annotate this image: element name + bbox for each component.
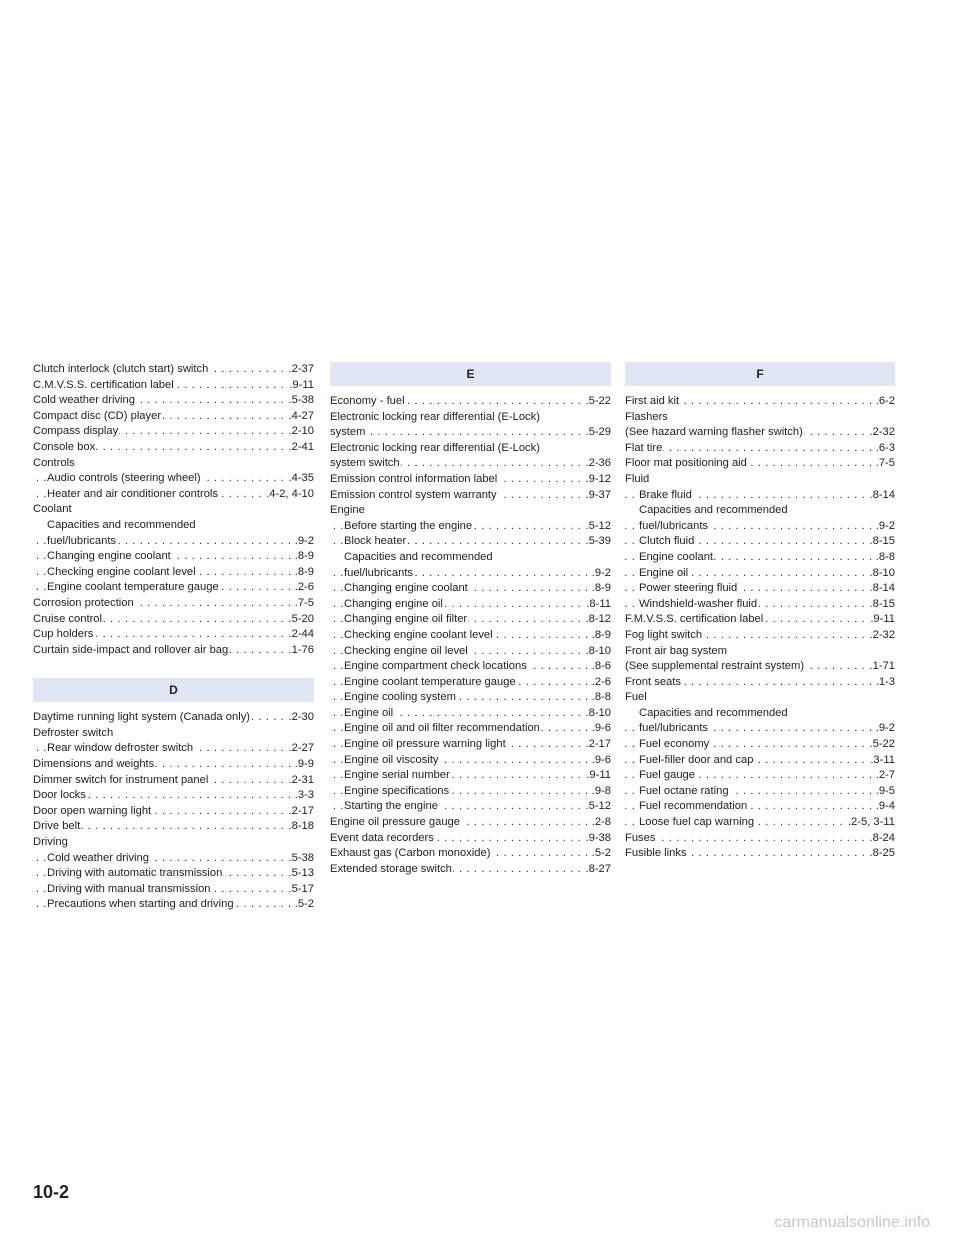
index-entry <box>330 706 611 722</box>
entry-page-ref: .8-10 <box>585 706 612 722</box>
index-entry <box>330 534 611 550</box>
entry-text: Compact disc (CD) player <box>33 409 162 422</box>
entry-text: Block heater <box>344 535 407 548</box>
entry-text: Compass display <box>33 425 119 438</box>
entry-text: Fuel octane rating <box>639 784 729 797</box>
index-entry <box>330 690 611 706</box>
index-entry <box>625 597 895 613</box>
section-header-e: E <box>330 362 611 386</box>
index-entry <box>33 882 314 898</box>
entry-text: Door locks <box>33 789 86 802</box>
entry-text: Fuses <box>625 831 656 844</box>
index-entry <box>330 519 611 535</box>
entry-text: fuel/lubricants <box>639 519 709 532</box>
index-entry <box>33 741 314 757</box>
entry-text: Exhaust gas (Carbon monoxide) <box>330 847 491 860</box>
entry-text: Driving with manual transmission <box>47 882 211 895</box>
entry-text: Curtain side-impact and rollover air bag <box>33 643 229 656</box>
entry-text: Engine oil <box>344 706 394 719</box>
entry-page-ref: .2-44 <box>288 627 315 643</box>
index-entry <box>33 773 314 789</box>
entry-page-ref: .8-24 <box>869 831 896 847</box>
entry-text: Defroster switch <box>33 726 114 739</box>
index-entry <box>33 518 314 534</box>
index-entry <box>625 612 895 628</box>
entry-text: Emission control information label <box>330 472 498 485</box>
index-entry <box>33 710 314 726</box>
entry-text: Checking engine oil level <box>344 644 468 657</box>
index-column-1 <box>33 362 314 913</box>
entry-page-ref: .3-11 <box>869 753 895 769</box>
entry-text: fuel/lubricants <box>639 722 709 735</box>
index-entry <box>33 580 314 596</box>
entry-text: Engine cooling system <box>344 691 456 704</box>
entry-text: Audio controls (steering wheel) <box>47 472 201 485</box>
entry-text: Capacities and recommended <box>639 504 788 517</box>
index-entry <box>330 644 611 660</box>
entry-page-ref: .9-11 <box>869 612 895 628</box>
entry-page-ref: .2-10 <box>288 424 315 440</box>
index-entry <box>625 846 895 862</box>
entry-text: Capacities and recommended <box>47 518 196 531</box>
section-header-d: D <box>33 678 314 702</box>
entry-text: Dimmer switch for instrument panel <box>33 773 209 786</box>
entry-page-ref: .9-2 <box>875 519 895 535</box>
entry-text: system switch <box>330 457 400 470</box>
entry-page-ref: .4-35 <box>288 471 315 487</box>
entry-text: Engine coolant temperature gauge <box>344 675 516 688</box>
entry-text: Engine coolant <box>639 550 714 563</box>
entry-page-ref: .2-17 <box>288 804 315 820</box>
entry-page-ref: .5-39 <box>585 534 612 550</box>
index-entry <box>33 612 314 628</box>
entry-page-ref: .2-8 <box>591 815 611 831</box>
entry-page-ref: .5-2 <box>294 897 314 913</box>
entry-text: Precautions when starting and driving <box>47 898 234 911</box>
index-entry <box>330 721 611 737</box>
entry-text: Cold weather driving <box>47 851 149 864</box>
entry-page-ref: .4-27 <box>288 409 315 425</box>
entry-page-ref: .9-38 <box>585 831 612 847</box>
c-continued-entries <box>33 362 314 658</box>
index-entry <box>625 456 895 472</box>
entry-text: Fusible links <box>625 847 687 860</box>
index-entry <box>330 503 611 519</box>
index-entry <box>330 394 611 410</box>
entry-text: Capacities and recommended <box>639 706 788 719</box>
index-entry <box>330 488 611 504</box>
entry-text: Flashers <box>625 410 668 423</box>
index-entry <box>330 675 611 691</box>
entry-text: Door open warning light <box>33 804 152 817</box>
entry-text: Cold weather driving <box>33 394 135 407</box>
index-entry <box>330 628 611 644</box>
entry-page-ref: .5-12 <box>585 519 612 535</box>
entry-page-ref: .2-6 <box>591 675 611 691</box>
entry-text: Floor mat positioning aid <box>625 457 747 470</box>
entry-text: Emission control system warranty <box>330 488 497 501</box>
index-entry <box>330 799 611 815</box>
entry-text: Front air bag system <box>625 644 727 657</box>
index-entry <box>33 835 314 851</box>
index-entry <box>330 441 611 457</box>
index-entry <box>330 831 611 847</box>
entry-text: Heater and air conditioner controls <box>47 487 219 500</box>
entry-text: Controls <box>33 456 75 469</box>
entry-page-ref: .2-32 <box>869 628 896 644</box>
entry-text: Drive belt <box>33 820 81 833</box>
entry-text: Engine specifications <box>344 784 450 797</box>
entry-page-ref: .9-2 <box>875 721 895 737</box>
entry-text: Engine oil and oil filter recommendation <box>344 722 540 735</box>
index-entry <box>330 550 611 566</box>
entry-page-ref: .5-2 <box>591 846 611 862</box>
index-entry <box>625 644 895 660</box>
entry-text: Fuel recommendation <box>639 800 748 813</box>
index-entry <box>625 566 895 582</box>
index-entry <box>330 581 611 597</box>
index-entry <box>330 410 611 426</box>
index-entry <box>625 394 895 410</box>
entry-text: Loose fuel cap warning <box>639 816 755 829</box>
index-entry <box>625 784 895 800</box>
entry-page-ref: .6-3 <box>875 441 895 457</box>
index-entry <box>330 612 611 628</box>
entry-text: Capacities and recommended <box>344 550 493 563</box>
index-entry <box>330 597 611 613</box>
entry-page-ref: .8-8 <box>591 690 611 706</box>
entry-page-ref: .5-38 <box>288 851 315 867</box>
entry-page-ref: .9-12 <box>585 472 612 488</box>
entry-text: Coolant <box>33 503 72 516</box>
entry-page-ref: .5-20 <box>288 612 315 628</box>
entry-page-ref: .7-5 <box>294 596 314 612</box>
entry-page-ref: .8-9 <box>294 549 314 565</box>
entry-page-ref: .9-6 <box>591 753 611 769</box>
entry-text: Fog light switch <box>625 628 703 641</box>
index-entry <box>625 721 895 737</box>
entry-page-ref: .2-31 <box>288 773 315 789</box>
entry-text: Before starting the engine <box>344 519 473 532</box>
entry-text: Fuel economy <box>639 738 710 751</box>
index-entry <box>625 831 895 847</box>
index-entry <box>625 815 895 831</box>
entry-text: (See hazard warning flasher switch) <box>625 426 803 439</box>
index-entry <box>625 690 895 706</box>
entry-text: Extended storage switch <box>330 862 452 875</box>
entry-text: Flat tire <box>625 441 663 454</box>
index-entry <box>33 897 314 913</box>
entry-page-ref: .8-10 <box>585 644 612 660</box>
entry-text: Checking engine coolant level <box>344 628 493 641</box>
entry-text: fuel/lubricants <box>47 534 117 547</box>
entry-page-ref: .9-4 <box>875 799 895 815</box>
index-entry <box>330 566 611 582</box>
entry-page-ref: .9-9 <box>294 757 314 773</box>
index-entry <box>33 534 314 550</box>
entry-page-ref: .2-5, 3-11 <box>847 815 895 831</box>
index-entry <box>625 628 895 644</box>
index-entry <box>33 643 314 659</box>
e-entries <box>330 394 611 877</box>
entry-text: system <box>330 426 366 439</box>
entry-page-ref: .8-27 <box>585 862 612 878</box>
index-entry <box>33 393 314 409</box>
index-entry <box>625 472 895 488</box>
entry-page-ref: .2-7 <box>875 768 895 784</box>
index-entry <box>330 659 611 675</box>
index-entry <box>33 851 314 867</box>
entry-text: Brake fluid <box>639 488 692 501</box>
index-entry <box>330 737 611 753</box>
entry-text: F.M.V.S.S. certification label <box>625 613 764 626</box>
entry-text: Engine serial number <box>344 769 450 782</box>
entry-page-ref: .5-22 <box>585 394 612 410</box>
entry-page-ref: .8-11 <box>585 597 611 613</box>
index-entry <box>625 519 895 535</box>
index-entry <box>625 753 895 769</box>
entry-text: Checking engine coolant level <box>47 565 196 578</box>
entry-text: Changing engine coolant <box>344 582 468 595</box>
index-entry <box>33 487 314 503</box>
index-entry <box>625 503 895 519</box>
index-entry <box>330 425 611 441</box>
index-entry <box>33 409 314 425</box>
index-entry <box>625 534 895 550</box>
f-entries <box>625 394 895 862</box>
index-entry <box>33 378 314 394</box>
index-entry <box>33 866 314 882</box>
index-entry <box>625 410 895 426</box>
index-entry <box>625 737 895 753</box>
entry-text: Power steering fluid <box>639 582 738 595</box>
entry-text: Engine oil viscosity <box>344 753 439 766</box>
entry-text: Engine <box>330 504 365 517</box>
index-entry <box>33 804 314 820</box>
entry-text: Engine oil pressure gauge <box>330 816 460 829</box>
entry-page-ref: .5-17 <box>288 882 315 898</box>
index-entry <box>33 362 314 378</box>
entry-page-ref: .9-11 <box>585 768 611 784</box>
entry-text: Fuel gauge <box>639 769 695 782</box>
entry-page-ref: .9-5 <box>875 784 895 800</box>
index-entry <box>330 456 611 472</box>
entry-text: Cup holders <box>33 628 94 641</box>
entry-text: C.M.V.S.S. certification label <box>33 378 174 391</box>
entry-page-ref: .3-3 <box>294 788 314 804</box>
entry-text: Cruise control <box>33 612 103 625</box>
entry-page-ref: .8-9 <box>591 628 611 644</box>
entry-text: Windshield-washer fluid <box>639 597 758 610</box>
entry-text: Changing engine oil filter <box>344 613 468 626</box>
index-entry <box>330 784 611 800</box>
index-entry <box>330 472 611 488</box>
watermark: carmanualsonline.info <box>774 1214 930 1231</box>
entry-text: Electronic locking rear differential (E-Lock) <box>330 441 540 454</box>
index-entry <box>33 502 314 518</box>
index-entry <box>330 768 611 784</box>
index-entry <box>33 726 314 742</box>
index-entry <box>33 757 314 773</box>
entry-page-ref: .2-17 <box>585 737 612 753</box>
index-entry <box>625 706 895 722</box>
entry-text: fuel/lubricants <box>344 566 414 579</box>
entry-page-ref: .1-3 <box>875 675 895 691</box>
entry-page-ref: .8-8 <box>875 550 895 566</box>
index-entry <box>625 550 895 566</box>
entry-page-ref: .5-13 <box>288 866 315 882</box>
index-entry <box>625 581 895 597</box>
index-column-2 <box>330 362 611 877</box>
index-entry <box>33 440 314 456</box>
index-entry <box>625 675 895 691</box>
index-entry <box>625 488 895 504</box>
entry-text: Starting the engine <box>344 800 438 813</box>
entry-text: Clutch interlock (clutch start) switch <box>33 363 209 375</box>
entry-text: Engine oil <box>639 566 689 579</box>
section-header-f: F <box>625 362 895 386</box>
entry-page-ref: .2-37 <box>288 362 315 378</box>
entry-text: (See supplemental restraint system) <box>625 660 805 673</box>
entry-page-ref: .8-18 <box>288 819 315 835</box>
index-entry <box>330 862 611 878</box>
index-entry <box>33 471 314 487</box>
entry-page-ref: .8-12 <box>585 612 612 628</box>
entry-text: Electronic locking rear differential (E-Lock) <box>330 410 540 423</box>
entry-text: Corrosion protection <box>33 596 134 609</box>
entry-text: Dimensions and weights <box>33 758 155 771</box>
entry-page-ref: .2-32 <box>869 425 896 441</box>
entry-page-ref: .8-25 <box>869 846 896 862</box>
index-entry <box>33 596 314 612</box>
page-number: 10-2 <box>33 1182 70 1202</box>
entry-page-ref: .6-2 <box>875 394 895 410</box>
index-entry <box>330 815 611 831</box>
index-entry <box>33 456 314 472</box>
entry-text: Changing engine coolant <box>47 550 171 563</box>
index-entry <box>625 768 895 784</box>
entry-text: Rear window defroster switch <box>47 742 194 755</box>
entry-page-ref: .8-14 <box>869 488 896 504</box>
index-entry <box>625 659 895 675</box>
entry-page-ref: .8-15 <box>869 534 896 550</box>
entry-text: Fuel-filler door and cap <box>639 753 754 766</box>
d-entries <box>33 710 314 913</box>
index-entry <box>625 799 895 815</box>
entry-page-ref: .1-71 <box>869 659 896 675</box>
entry-text: Front seats <box>625 675 681 688</box>
entry-page-ref: .8-9 <box>294 565 314 581</box>
entry-text: Clutch fluid <box>639 535 695 548</box>
index-entry <box>625 425 895 441</box>
entry-page-ref: .5-12 <box>585 799 612 815</box>
entry-page-ref: .5-38 <box>288 393 315 409</box>
index-entry <box>33 565 314 581</box>
index-entry <box>33 549 314 565</box>
entry-page-ref: .9-11 <box>288 378 314 394</box>
index-entry <box>625 441 895 457</box>
index-column-3 <box>625 362 895 862</box>
entry-text: First aid kit <box>625 395 680 407</box>
index-entry <box>33 627 314 643</box>
index-entry <box>33 819 314 835</box>
entry-page-ref: .7-5 <box>875 456 895 472</box>
entry-text: Console box <box>33 440 96 453</box>
index-entry <box>33 424 314 440</box>
entry-page-ref: .2-41 <box>288 440 315 456</box>
entry-page-ref: .9-6 <box>591 721 611 737</box>
entry-page-ref: .8-6 <box>591 659 611 675</box>
entry-page-ref: .2-30 <box>288 710 315 726</box>
entry-text: Engine coolant temperature gauge <box>47 581 219 594</box>
entry-page-ref: .1-76 <box>288 643 315 659</box>
entry-page-ref: .8-14 <box>869 581 896 597</box>
index-entry <box>33 788 314 804</box>
entry-page-ref: .2-27 <box>288 741 315 757</box>
entry-text: Fuel <box>625 691 647 704</box>
entry-page-ref: .8-10 <box>869 566 896 582</box>
entry-page-ref: .9-2 <box>591 566 611 582</box>
entry-text: Driving <box>33 836 68 849</box>
entry-page-ref: .2-6 <box>294 580 314 596</box>
entry-page-ref: .9-8 <box>591 784 611 800</box>
entry-text: Engine compartment check locations <box>344 660 527 673</box>
entry-page-ref: .9-37 <box>585 488 612 504</box>
entry-page-ref: .9-2 <box>294 534 314 550</box>
entry-page-ref: .5-22 <box>869 737 896 753</box>
entry-text: Changing engine oil <box>344 597 443 610</box>
entry-page-ref: .8-9 <box>591 581 611 597</box>
entry-text: Economy - fuel <box>330 395 405 407</box>
entry-text: Engine oil pressure warning light <box>344 738 506 751</box>
index-entry <box>330 753 611 769</box>
entry-text: Event data recorders <box>330 831 434 844</box>
entry-text: Daytime running light system (Canada only) <box>33 711 251 724</box>
entry-text: Fluid <box>625 472 650 485</box>
entry-page-ref: .2-36 <box>585 456 612 472</box>
entry-text: Driving with automatic transmission <box>47 867 223 880</box>
index-entry <box>330 846 611 862</box>
entry-page-ref: .5-29 <box>585 425 612 441</box>
entry-page-ref: .8-15 <box>869 597 896 613</box>
entry-page-ref: .4-2, 4-10 <box>265 487 314 503</box>
